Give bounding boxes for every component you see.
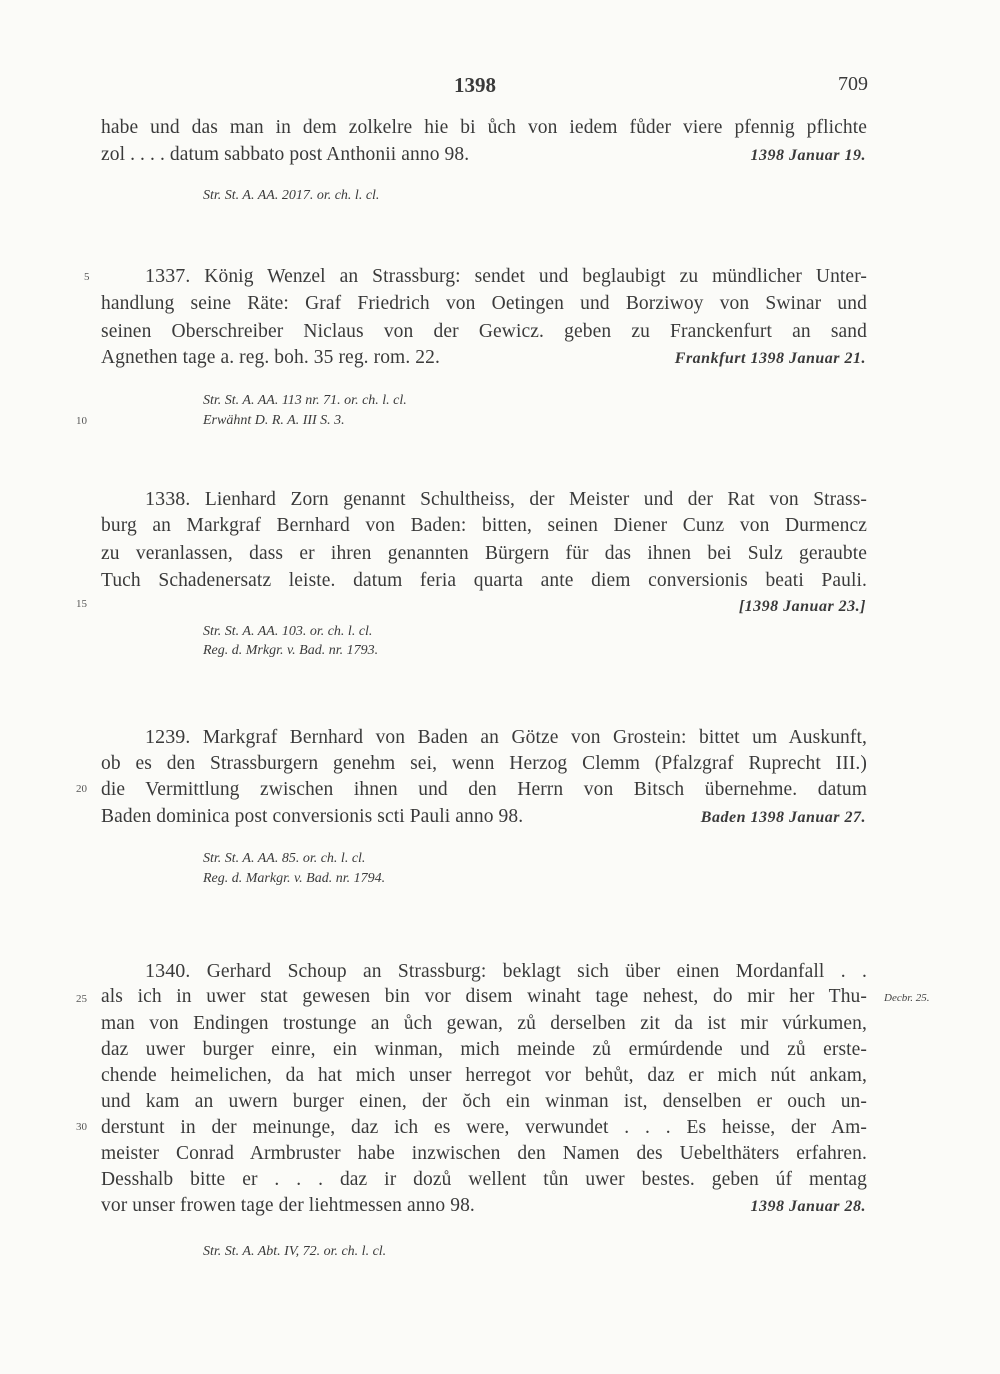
line-number: 30 bbox=[76, 1121, 87, 1133]
page-number: 709 bbox=[838, 73, 868, 95]
entry-date: 1398 Januar 28. bbox=[750, 1198, 866, 1215]
entry-line-text: . Lienhard Zorn genannt Schultheiss, der Meister und der Rat von Strass- bbox=[185, 489, 867, 510]
entry-line: ob es den Strassburgern genehm sei, wenn Herzog Clemm (Pfalzgraf Ruprecht III.) bbox=[101, 753, 867, 774]
entry-source: Reg. d. Markgr. v. Bad. nr. 1794. bbox=[203, 871, 386, 886]
entry-line: Desshalb bitte er . . . daz ir dozů wellent tůn uwer bestes. geben úf mentag bbox=[101, 1169, 867, 1190]
entry-line: Tuch Schadenersatz leiste. datum feria quarta ante diem conversionis beati Pauli. bbox=[101, 570, 867, 591]
page-year-header: 1398 bbox=[454, 73, 496, 97]
entry-number: 1239 bbox=[145, 726, 186, 748]
entry-line: daz uwer burger einre, ein winman, mich meinde zů ermúrdende und zů erste- bbox=[101, 1039, 867, 1060]
entry-date: Frankfurt 1398 Januar 21. bbox=[674, 350, 866, 367]
entry-line: handlung seine Räte: Graf Friedrich von Oetingen und Borziwoy von Swinar und bbox=[101, 293, 867, 314]
entry-line bbox=[145, 726, 867, 749]
entry-line: burg an Markgraf Bernhard von Baden: bitten, seinen Diener Cunz von Durmencz bbox=[101, 515, 867, 536]
entry-line: und kam an uwern burger einen, der ŏch ein winman ist, denselben er ouch un- bbox=[101, 1091, 867, 1112]
entry-line-text: . Gerhard Schoup an Strassburg: beklagt sich über einen Mordanfall . . bbox=[185, 961, 867, 982]
line-number: 20 bbox=[76, 783, 87, 795]
entry-line: zol . . . . datum sabbato post Anthonii anno 98. bbox=[101, 144, 470, 165]
entry-line: Agnethen tage a. reg. boh. 35 reg. rom. 22. bbox=[101, 347, 440, 368]
entry-line: man von Endingen trostunge an ůch gewan, zů derselben zit da ist mir vúrkumen, bbox=[101, 1013, 867, 1034]
entry-line: derstunt in der meinunge, daz ich es were, verwundet . . . Es heisse, der Am- bbox=[101, 1117, 867, 1138]
entry-line: seinen Oberschreiber Niclaus von der Gewicz. geben zu Franckenfurt an sand bbox=[101, 321, 867, 342]
entry-source: Str. St. A. AA. 113 nr. 71. or. ch. l. cl. bbox=[203, 393, 407, 408]
line-number: 10 bbox=[76, 415, 87, 427]
entry-line: chende heimelichen, da hat mich unser herregot vor behůt, daz er mich nút ankam, bbox=[101, 1065, 867, 1086]
line-number: 15 bbox=[76, 598, 87, 610]
entry-line bbox=[145, 488, 867, 511]
entry-line-text: . König Wenzel an Strassburg: sendet und beglaubigt zu mündlicher Unter- bbox=[185, 266, 867, 287]
entry-line: als ich in uwer stat gewesen bin vor disem winaht tage nehest, do mir her Thu- bbox=[101, 986, 867, 1007]
entry-number: 1337 bbox=[145, 265, 186, 287]
margin-note: Decbr. 25. bbox=[884, 992, 930, 1004]
entry-line: Baden dominica post conversionis scti Pauli anno 98. bbox=[101, 806, 524, 827]
entry-number: 1340 bbox=[145, 960, 186, 982]
entry-line bbox=[145, 265, 867, 288]
entry-date: Baden 1398 Januar 27. bbox=[700, 809, 866, 826]
entry-source: Str. St. A. AA. 103. or. ch. l. cl. bbox=[203, 624, 373, 639]
entry-line: zu veranlassen, dass er ihren genannten Bürgern für das ihnen bei Sulz geraubte bbox=[101, 543, 867, 564]
entry-line-text: . Markgraf Bernhard von Baden an Götze von Grostein: bittet um Auskunft, bbox=[185, 727, 867, 748]
entry-source: Erwähnt D. R. A. III S. 3. bbox=[203, 413, 345, 428]
entry-line: die Vermittlung zwischen ihnen und den Herrn von Bitsch übernehme. datum bbox=[101, 779, 867, 800]
entry-date: 1398 Januar 19. bbox=[750, 147, 866, 164]
line-number: 5 bbox=[84, 271, 90, 283]
entry-source: Reg. d. Mrkgr. v. Bad. nr. 1793. bbox=[203, 643, 379, 658]
entry-line: habe und das man in dem zolkelre hie bi ůch von iedem fůder viere pfennig pflichte bbox=[101, 117, 867, 138]
entry-source: Str. St. A. AA. 85. or. ch. l. cl. bbox=[203, 851, 366, 866]
entry-date: [1398 Januar 23.] bbox=[738, 598, 866, 615]
entry-line: meister Conrad Armbruster habe inzwischen den Namen des Uebelthäters erfahren. bbox=[101, 1143, 867, 1164]
entry-line: vor unser frowen tage der liehtmessen anno 98. bbox=[101, 1195, 475, 1216]
entry-number: 1338 bbox=[145, 488, 186, 510]
entry-source: Str. St. A. Abt. IV, 72. or. ch. l. cl. bbox=[203, 1244, 387, 1259]
line-number: 25 bbox=[76, 993, 87, 1005]
entry-source: Str. St. A. AA. 2017. or. ch. l. cl. bbox=[203, 188, 380, 203]
entry-line bbox=[145, 960, 867, 983]
